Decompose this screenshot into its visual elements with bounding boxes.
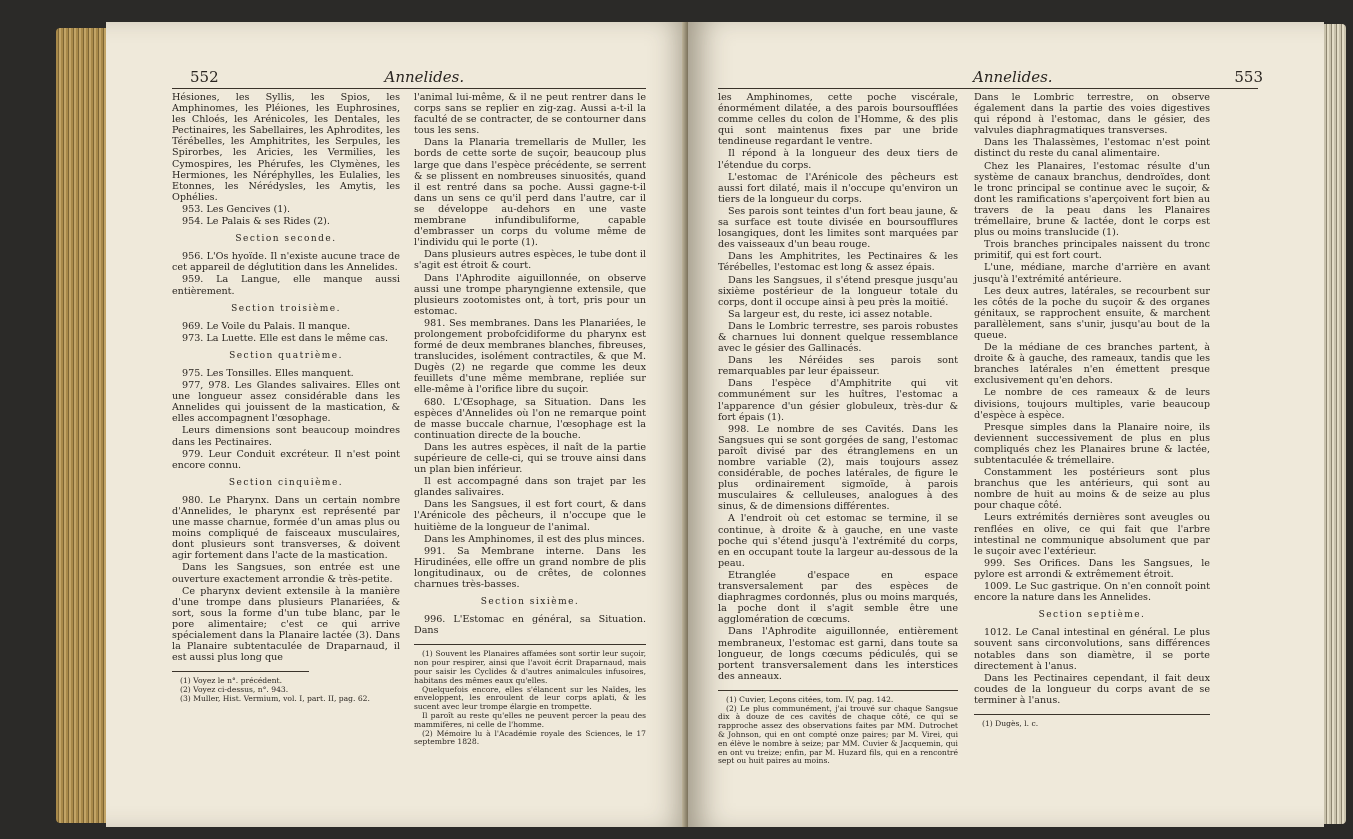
paragraph: Ses parois sont teintes d'un fort beau jaune, & sa surface est toute divisée en boursoufflures losangiques, dont les limites sont marquées par des vaisseaux d'un beau rouge. [718,205,958,251]
footnote: (2) Le plus communément, j'ai trouvé sur chaque Sangsue dix à douze de ces cavités de chaque côté, ce qui se rapproche assez des observations faites par MM. Dutrochet & Johnson, qui en ont compté onze paires; par M. Virei, qui en élève le nombre à seize; par MM. Cuvier & Jacquemin, qui en ont vu treize; enfin, par M. Huzard fils, qui en a rencontré sept ou huit paires au moins. [718,703,958,766]
right-column-1 [718,92,958,766]
right-page [688,22,1324,827]
footnote-rule [718,690,958,691]
paragraph: Dans le Lombric terrestre, on observe également dans la partie des voies digestives qui répond à l'estomac, dans le gésier, des valvules diaphragmatiques transverses. [974,92,1210,137]
section-heading: Section quatrième. [229,350,343,361]
left-running-title: Annelides. [384,68,465,86]
footnote-rule [414,644,646,645]
paragraph: Hésiones, les Syllis, les Spios, les Amphinomes, les Pléiones, les Euphrosines, les Chloés, les Arénicoles, les Dentales, les Pectinaires, les Sabellaires, les Aphrodites, les Térébelles, les Amphitrites, les Serpules, les Spirorbes, les Aricies, les Vermilies, les Cymospires, les Phérufes, les Clymènes, les Hermiones, les Néréphylles, les Eulalies, les Etonnes, les Nérédysles, les Amytis, les Ophélies. [172,92,400,203]
footnote: (1) Souvent les Planaires affamées sont sortir leur suçoir, non pour respirer, ainsi que l'avoit écrit Draparnaud, mais pour saisir les Cyclides & d'autres animalcules infusoires, habitans des mêmes eaux qu'elles. [414,649,646,685]
section-heading: Section troisième. [231,303,341,314]
left-page-header [190,68,630,86]
paragraph: 953. Les Gencives (1). [182,203,291,215]
paragraph: Dans l'Aphrodite aiguillonnée, entièrement membraneux, l'estomac est garni, dans toute sa longueur, de longs cœcums pédiculés, qui se portent transversalement dans les interstices des anneaux. [718,626,958,682]
paragraph: Le nombre de ces rameaux & de leurs divisions, toujours multiples, varie beaucoup d'espèce à espèce. [974,387,1210,421]
paragraph: 979. Leur Conduit excréteur. Il n'est point encore connu. [172,448,400,471]
paragraph: Dans l'Aphrodite aiguillonnée, on observe aussi une trompe pharyngienne extensile, que plusieurs zootomistes ont, à tort, pris pour un estomac. [414,272,646,317]
paragraph: 973. La Luette. Elle est dans le même cas. [182,332,389,344]
paragraph: L'estomac de l'Arénicole des pêcheurs est aussi fort dilaté, mais il n'occupe qu'environ un tiers de la longueur du corps. [718,171,958,205]
paragraph: Ce pharynx devient extensile à la manière d'une trompe dans plusieurs Planariées, & sort, sous la forme d'un tube blanc, par le pore alimentaire; c'est ce qui arrive spécialement dans la Planaire lactée (3). Dans la Planaire subtentaculée de Draparnaud, il est aussi plus long que [172,585,400,664]
paragraph: Dans les Pectinaires cependant, il fait deux coudes de la longueur du corps avant de se terminer à l'anus. [974,672,1210,706]
paragraph: Il est accompagné dans son trajet par les glandes salivaires. [414,476,646,499]
paragraph: Les deux autres, latérales, se recourbent sur les côtés de la poche du suçoir & des organes génitaux, se rapprochent ensuite, & marchent parallèlement, sans s'unir, jusqu'au bout de la queue. [974,285,1210,341]
page-edges-left [56,28,106,823]
paragraph: Dans les Sangsues, son entrée est une ouverture exactement arrondie & très-petite. [172,562,400,585]
paragraph: Leurs dimensions sont beaucoup moindres dans les Pectinaires. [172,425,400,448]
footnote: (1) Voyez le n°. précédent. [180,676,283,686]
paragraph: 959. La Langue, elle manque aussi entièrement. [172,274,400,297]
paragraph: Dans les Néréides ses parois sont remarquables par leur épaisseur. [718,355,958,378]
paragraph: 977, 978. Les Glandes salivaires. Elles ont une longueur assez considérable dans les Annelides qui jouissent de la mastication, & elles accompagnent l'œsophage. [172,380,400,425]
paragraph: Dans les Sangsues, il est fort court, & dans l'Arénicole des pêcheurs, il n'occupe que le huitième de la longueur de l'animal. [414,499,646,533]
paragraph: 969. Le Voile du Palais. Il manque. [182,320,351,332]
footnote: (2) Voyez ci-dessus, n°. 943. [180,685,289,695]
paragraph: Dans le Lombric terrestre, ses parois robustes & charnues lui donnent quelque ressemblance avec le gésier des Gallinacés. [718,320,958,355]
section-heading: Section seconde. [235,234,337,245]
footnote-rule [172,671,309,672]
paragraph: Sa largeur est, du reste, ici assez notable. [728,308,933,320]
paragraph: Dans les Sangsues, il s'étend presque jusqu'au sixième postérieur de la longueur totale du corps, dont il occupe ainsi à peu près la moitié. [718,274,958,308]
right-page-header [973,68,1263,86]
paragraph: l'animal lui-même, & il ne peut rentrer dans le corps sans se replier en zig-zag. Aussi a-t-il la faculté de se contracter, de se contourner dans tous les sens. [414,92,646,137]
footnote: (3) Muller, Hist. Vermium, vol. I, part. II, pag. 62. [180,693,370,703]
paragraph: 980. Le Pharynx. Dans un certain nombre d'Annelides, le pharynx est représenté par une masse charnue, formée d'un amas plus ou moins compliqué de faisceaux musculaires, dont plusieurs sont transverses, & doivent agir fortement dans l'acte de la mastication. [172,494,400,562]
paragraph: 680. L'Œsophage, sa Situation. Dans les espèces d'Annelides où l'on ne remarque point de masse buccale charnue, l'œsophage est la continuation directe de la bouche. [414,396,646,441]
paragraph: 1009. Le Suc gastrique. On n'en connoît point encore la nature dans les Annelides. [974,581,1210,604]
section-heading: Section septième. [1038,610,1146,621]
left-column-2 [414,92,646,747]
paragraph: Dans les autres espèces, il naît de la partie supérieure de celle-ci, qui se trouve ainsi dans un plan bien inférieur. [414,441,646,476]
paragraph: Presque simples dans la Planaire noire, ils deviennent successivement de plus en plus compliqués chez les Planaires brune & lactée, subtentaculée & trémellaire. [974,421,1210,466]
left-column-1 [172,92,400,704]
paragraph: Trois branches principales naissent du tronc primitif, qui est fort court. [974,239,1210,262]
paragraph: Constamment les postérieurs sont plus branchus que les antérieurs, qui sont au nombre de huit au moins & de seize au plus pour chaque côté. [974,467,1210,512]
paragraph: Dans les Amphitrites, les Pectinaires & les Térébelles, l'estomac est long & assez épais. [718,251,958,274]
footnote: (2) Mémoire lu à l'Académie royale des Sciences, le 17 septembre 1828. [414,728,646,747]
paragraph: Dans la Planaria tremellaris de Muller, les bords de cette sorte de suçoir, beaucoup plus large que dans l'espèce précédente, se serrent & se plissent en nombreuses sinuosités, quand il est rentré dans sa poche. Aussi gagne-t-il dans un sens ce qu'il perd dans l'autre, car il se développe au-dehors en une vaste membrane infundibuliforme, capable d'embrasser un corps du volume même de l'individu qui le porte (1). [414,137,646,249]
section-heading: Section sixième. [480,597,580,608]
footnote: Quelquefois encore, elles s'élancent sur les Naïdes, les enveloppent, les enroulent de leur corps aplati, & les sucent avec leur trompe élargie en trompette. [414,684,646,712]
right-header-rule [718,88,1258,89]
page-edges-right [1324,24,1346,824]
footnote: (1) Cuvier, Leçons citées, tom. IV, pag. 142. [726,694,894,704]
left-header-rule [172,88,646,89]
left-page [106,22,688,827]
paragraph: Dans les Thalassèmes, l'estomac n'est point distinct du reste du canal alimentaire. [974,137,1210,160]
section-heading: Section cinquième. [228,477,344,488]
paragraph: 996. L'Estomac en général, sa Situation. Dans [414,614,646,637]
paragraph: 956. L'Os hyoïde. Il n'existe aucune trace de cet appareil de déglutition dans les Annelides. [172,251,400,274]
right-column-2 [974,92,1210,729]
paragraph: 998. Le nombre de ses Cavités. Dans les Sangsues qui se sont gorgées de sang, l'estomac paroît divisé par des étranglemens en un nombre variable (2), mais toujours assez considérable, de poches latérales, de figure le plus ordinairement sigmoïde, à parois musculaires & celluleuses, analogues à des sinus, & de dimensions différentes. [718,423,958,513]
paragraph: 999. Ses Orifices. Dans les Sangsues, le pylore est arrondi & extrêmement étroit. [974,557,1210,580]
open-book [56,18,1346,833]
paragraph: les Amphinomes, cette poche viscérale, énormément dilatée, a des parois boursoufflées comme celles du colon de l'Homme, & des plis qui sont maintenus fixes par une bride tendineuse regardant le ventre. [718,92,958,148]
footnote-rule [974,714,1210,715]
paragraph: A l'endroit où cet estomac se termine, il se continue, à droite & à gauche, en une vaste poche qui s'étend jusqu'à l'extrémité du corps, en en occupant toute la largeur au-dessous de la peau. [718,513,958,569]
right-running-title: Annelides. [973,68,1053,86]
paragraph: 1012. Le Canal intestinal en général. Le plus souvent sans circonvolutions, sans différences notables dans son diamètre, il se porte directement à l'anus. [974,627,1210,672]
paragraph: 981. Ses membranes. Dans les Planariées, le prolongement probofcidiforme du pharynx est formé de deux membranes blanches, fibreuses, translucides, isolément contractiles, & que M. Dugès (2) ne regarde que comme les deux feuillets d'une même membrane, repliée sur elle-même à l'orifice libre du suçoir. [414,317,646,396]
right-page-number: 553 [1234,68,1263,86]
footnote: Il paroît au reste qu'elles ne peuvent percer la peau des mammifères, ni celle de l'homme. [414,710,646,729]
paragraph: Dans plusieurs autres espèces, le tube dont il s'agit est étroit & court. [414,249,646,272]
paragraph: Dans l'espèce d'Amphitrite qui vit communément sur les huîtres, l'estomac a l'apparence d'un gésier globuleux, très-dur & fort épais (1). [718,378,958,423]
paragraph: Chez les Planaires, l'estomac résulte d'un système de canaux branchus, dendroïdes, dont le tronc principal se continue avec le suçoir, & dont les ramifications s'aperçoivent fort bien au travers de la peau dans les Planaires trémellaire, brune & lactée, dont le corps est plus ou moins translucide (1). [974,160,1210,239]
paragraph: Etranglée d'espace en espace transversalement par des espèces de diaphragmes cordonnés, plus ou moins marqués, la poche dont il s'agit semble être une agglomération de cœcums. [718,569,958,626]
footnote: (1) Dugès, l. c. [982,718,1039,728]
paragraph: Leurs extrémités dernières sont aveugles ou renflées en olive, ce qui fait que l'arbre intestinal ne communique absolument que par le suçoir avec l'extérieur. [974,512,1210,557]
paragraph: L'une, médiane, marche d'arrière en avant jusqu'à l'extrémité antérieure. [974,262,1210,285]
paragraph: Dans les Amphinomes, il est des plus minces. [424,533,645,545]
paragraph: De la médiane de ces branches partent, à droite & à gauche, des rameaux, tandis que les branches latérales n'en émettent presque exclusivement qu'en dehors. [974,342,1210,387]
paragraph: 975. Les Tonsilles. Elles manquent. [182,367,354,379]
paragraph: Il répond à la longueur des deux tiers de l'étendue du corps. [718,148,958,171]
left-page-number: 552 [190,68,219,86]
paragraph: 991. Sa Membrane interne. Dans les Hirudinées, elle offre un grand nombre de plis longitudinaux, ou de crêtes, de colonnes charnues très-basses. [414,545,646,591]
paragraph: 954. Le Palais & ses Rides (2). [182,216,330,228]
